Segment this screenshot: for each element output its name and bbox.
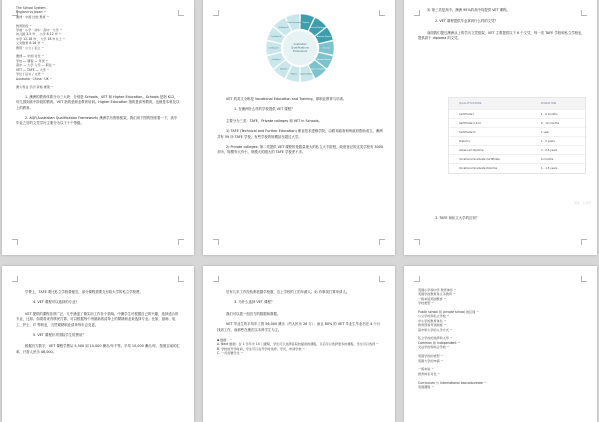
body-paragraph: 1. 澳洲的教育体系分为三大块：分别是 Schools、VET 和 Higher Education。Schools 是指 K12，幼儿园到高中阶段的教育。VET 指的是职业教育培训。Higher Education 指的是高等教育，也就是本科及以上的教育。 (16, 94, 180, 110)
document-page-1[interactable] (2, 0, 194, 255)
ring-segment-label: Graduate Certificate (308, 69, 325, 71)
crop-mark (581, 276, 587, 282)
page-4-body (16, 290, 180, 360)
note-line: Common 和 Independent ~ (418, 340, 461, 345)
note-line: 一般来说 ~ (418, 367, 434, 372)
crop-mark (581, 239, 587, 245)
cell-qualification: Vocational Graduate Certificate (459, 157, 500, 161)
section-heading: 5. VET 课程针对国际学生的费用？ (33, 333, 86, 338)
ring-segment-label: Advanced Diploma (309, 27, 325, 29)
ring-center-label: Qualifications (291, 46, 309, 50)
table-row (449, 110, 585, 119)
note-line: 文法学校和综合学校 ~ (418, 345, 450, 350)
page-1-body (16, 6, 180, 132)
aqf-ring-svg (244, 12, 356, 84)
crop-mark (12, 239, 18, 245)
note-line: 教育部和考试制度 ~ (418, 323, 447, 328)
ring-segment-label: Bachelor Honours (316, 60, 331, 62)
note-line: Australia · China · UK ~ (16, 76, 53, 81)
section-heading: 3. TAFE 和私立大学的区别？ (435, 216, 480, 220)
note-line: 学校 — 课程 — 考试 ~ (16, 58, 49, 63)
header-duration: DURATION (541, 102, 557, 105)
document-page-4[interactable] (2, 266, 194, 422)
cell-duration: 6 months (541, 157, 554, 161)
ring-segment-label: Senior Secondary (287, 22, 302, 24)
table-row (449, 146, 585, 155)
note-line: 英国学校的类型 ~ (418, 354, 444, 359)
image-watermark: 知乎 · 公众号 (574, 201, 591, 205)
crop-mark (213, 10, 219, 16)
cell-duration: 6 - 12 months (541, 121, 560, 125)
cell-qualification: Advanced Diploma (459, 148, 484, 152)
note-line: 私立学校的选择和入学 ~ (418, 336, 453, 341)
crop-mark (414, 239, 420, 245)
body-paragraph: 后有几年工作经验都依据学校数，边上学校的工的年薪人。4) 有事找打算申请人。 (226, 290, 350, 294)
section-heading: 3. 为什么选择 VET 课程？ (234, 300, 275, 305)
page-6-body (418, 288, 583, 389)
note-line: 英国小学和中学 教育体系 ~ (418, 288, 457, 292)
cell-qualification: Certificate I (459, 112, 475, 116)
cell-qualification: Diploma (459, 139, 470, 143)
note-line: 学位 / 证书 / 文凭 ~ (16, 72, 45, 77)
note-line: 学前 · 小学 · 初中 · 高中 · 大学 ~ (16, 28, 63, 33)
body-paragraph: 根据官方数字，VET 课程学费从 5,500 到 10,000 澳币/年不等。平均 10,000 澳币/年，按照目前的汇率，只需人民币 46,000。 (16, 344, 180, 354)
note-line: 幼儿园 3-5 岁 ，小学 6-12 岁 ~ (16, 32, 62, 37)
note-line: 澳洲 — 中国 对比 ~ (16, 54, 45, 59)
table-header-row (449, 98, 585, 110)
qualification-table (448, 97, 586, 174)
note-line: 教育阶段 ~ (16, 23, 32, 28)
note-line: 高中 — 大学 入学 — 职业 ~ (16, 63, 56, 68)
note-line: 英国大学的申请 ~ (418, 358, 444, 363)
ring-segment-label: Certificate I (271, 60, 281, 62)
cell-qualification: Vocational Graduate Diploma (459, 167, 498, 170)
ring-segment-label: Bachelor (322, 48, 331, 50)
figure-caption: VET 的英文全称是 Vocational Education and Training，即职业教育与培训。 (226, 97, 347, 101)
body-paragraph: 我们可以看一组官方的数据和数据。 (226, 311, 281, 316)
body-paragraph: 1) TAFE (Technical and Further Education) 职业技术进修学院，由联邦政府和州政府资助成立，澳洲共有 59 所 TAFE 学校，有些学校的规模甚至超过大学。 (217, 129, 383, 139)
note-line: B. 学校的开学时间，学生可以在开学时选择。学历，申请学校 ~ (217, 346, 306, 351)
section-heading: 4. VET 课程可以选择的专业？ (33, 300, 79, 305)
section-heading: 2. VET 课程提供毕业拿到什么样的文凭？ (435, 19, 498, 24)
crop-mark (178, 276, 184, 282)
intro-notes (16, 6, 180, 90)
body-paragraph: 学费上，TAFE 要比私立学校要便宜，部分课程需要支付给大学的私立学校费。 (25, 290, 143, 294)
header-qualification: QUALIFICATION (459, 102, 482, 105)
note-line: 教育体系对比 ~ (418, 371, 441, 376)
cell-duration: 1 - 2 years (541, 139, 555, 143)
table-row (449, 137, 585, 146)
ring-segment-label: Associate Degree (316, 37, 331, 39)
ring-segment-label: Certificate IV (278, 27, 289, 29)
note-line: 中学 12-18 岁 ，大学 18 岁以上 ~ (16, 36, 66, 41)
crop-mark (379, 276, 385, 282)
table-row (449, 119, 585, 128)
ring-segment-label: Certificate III (271, 37, 282, 39)
page-3-tail (418, 214, 583, 227)
crop-mark (213, 239, 219, 245)
document-page-3[interactable] (404, 0, 597, 255)
cell-duration: 2 - 2.5 years (541, 148, 558, 152)
cell-duration: 1 - 6 months (541, 112, 558, 116)
crop-mark (178, 239, 184, 245)
document-page-2[interactable] (203, 0, 395, 255)
body-paragraph: 3) 第三类是高中。澳洲 95%的高中均提供 VET 课程。 (427, 8, 510, 12)
table-row (449, 164, 585, 173)
page-5-body (217, 290, 381, 356)
body-paragraph: 主要分为三类：TAFE、Private colleges 和 VET in Schools。 (226, 118, 322, 123)
notes-block (217, 338, 381, 356)
aqf-ring-diagram (244, 12, 356, 84)
section-heading: 1. 在澳洲什么样的学校提供 VET 课程？ (234, 107, 295, 112)
document-page-6[interactable] (404, 266, 597, 422)
crop-mark (12, 276, 18, 282)
note-line: The School System - (16, 6, 48, 10)
note-line: 澳洲 · 中国 比较 教育 ~ (16, 14, 50, 19)
body-paragraph: VET 提供的课程非常广泛，几乎涵盖了像实用工作各个领域。中澳学生可根据自己的兴趣，选择适合的专业，比如。如果将来有移民打算，可以根据每个州最新的清单上的紧缺职业来选择专业。比如，厨师、电工、护士、IT 等职业，当然紧缺职业清单每年会变更。 (16, 311, 179, 327)
body-paragraph: 2) Private colleges: 第二类提供 VET 课程的是数量庞大的私立大专院校，政府登记的这类学校有 5000 多所，规模有大有小，规模大的跟大的 TAFE 学校差不多。 (217, 145, 384, 155)
ring-segment-label: Masters (290, 74, 298, 76)
note-line: 中小学的教育体系 ~ (418, 318, 447, 323)
ring-center-label: Framework (292, 49, 308, 53)
note-line: 义务教育 6-16 岁 ~ (16, 41, 45, 46)
cell-duration: 1 year (541, 130, 550, 134)
note-line: England vs Japan ~ (16, 10, 47, 15)
body-paragraph: VET 毕业生的平均年工资 56,000 澳币（约人民币 26 万）；而且 80% 的 VET 毕业生毕业后在 4 个月找到工作，而那些在澳在以本科学生为主。 (217, 322, 381, 332)
cell-duration: 1 - 1.5 years (541, 167, 558, 170)
body-paragraph: 前面我们提过澳洲从上的学历文凭框架，VET 主要提供以下 6 个文凭，每一类 TAFE 学校和私立学校也提供高于 diploma 的文凭。 (418, 30, 582, 41)
note-line: 一般来说英国教育 ~ (418, 296, 447, 301)
note-line: Curriculum 与 International baccalaureate ~ (418, 380, 487, 385)
note-line: 英国学校教育是义务教育 ~ (418, 292, 456, 297)
crop-mark (213, 276, 219, 282)
note-line: 英国课程 ~ (418, 384, 434, 389)
ring-segment-label: Doctoral (280, 69, 287, 71)
note-line: Public school 和 private school 的区别 ~ (418, 310, 479, 315)
table-row (449, 128, 585, 137)
ring-segment-label: Certificate II (268, 48, 279, 50)
document-page-5[interactable] (203, 266, 395, 422)
note-line: ▪ 数据：~ (217, 338, 232, 343)
note-line: 高中和大学的入学方式 ~ (418, 327, 453, 332)
ring-segment-label: Diploma (302, 22, 310, 24)
crop-mark (379, 239, 385, 245)
ring-center-label: Australian (293, 43, 307, 46)
note-line: 费用 · 公立 / 私立 ~ (16, 45, 45, 50)
note-line: 澳大利亚 学历 资格 框架 ~ (16, 85, 54, 90)
page-3-body (418, 8, 583, 47)
table-row (449, 155, 585, 164)
note-line: VET — TAFE — 大学 ~ (16, 67, 50, 72)
crop-mark (379, 10, 385, 16)
note-line: 学校类型 ~ (418, 301, 434, 306)
note-line: C. 一些需要学生 ~ (217, 351, 244, 356)
outline-notes (418, 288, 583, 389)
note-line: 公立学校和私立学校 ~ (418, 314, 450, 319)
cell-qualification: Certificate IV (459, 130, 476, 134)
body-paragraph: 2. AQF(Australian Qualification Framework) 澳洲学历资格框架，我们用下图的图来看一下，高中毕业之后的文凭学历主要分为以下十个等级。 (16, 115, 178, 126)
note-line: A. Next 数据：在 1 学年中 14 门课程，学生可以选择各院校提供的课程，以后可以选择更多的课程，学生可以选择 ~ (217, 342, 379, 347)
page-2-body (217, 97, 385, 161)
ring-segment-label: Graduate Diploma (298, 74, 314, 76)
cell-qualification: Certificate II & III (459, 121, 481, 125)
crop-mark (414, 276, 420, 282)
